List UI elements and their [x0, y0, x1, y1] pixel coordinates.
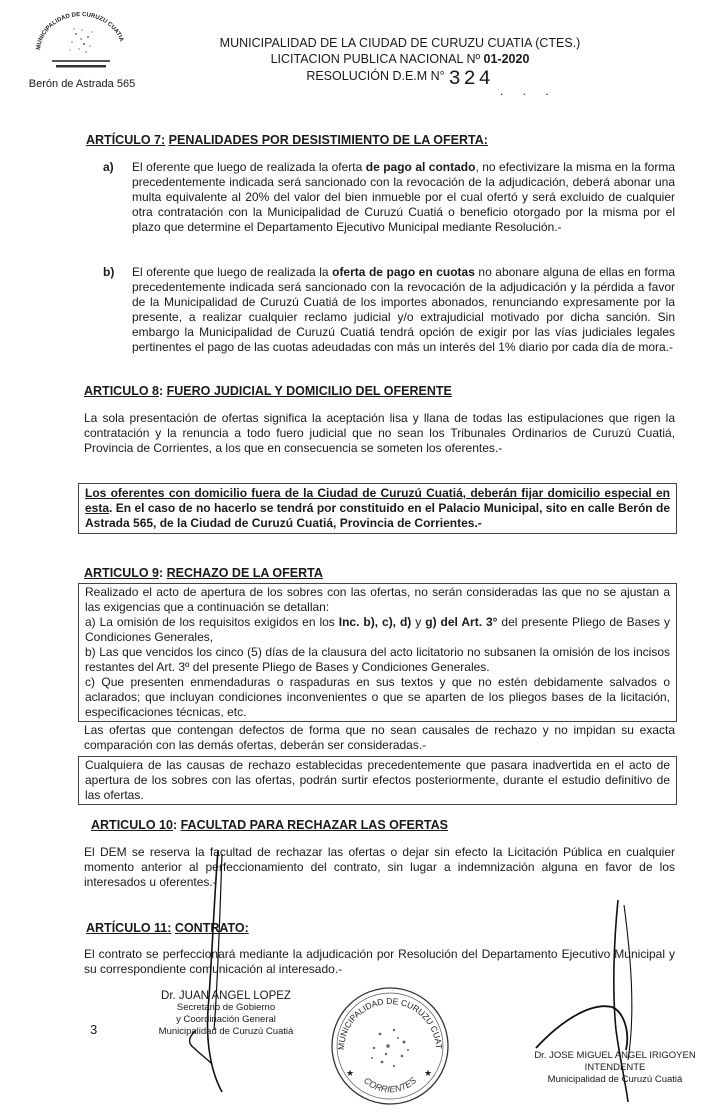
art9-heading-title: RECHAZO DE LA OFERTA [166, 566, 323, 580]
art9-item-c: c) Que presenten enmendaduras o raspaduras en sus textos y que no estén debidamente salvados o aclarados; que incluyan condiciones inconvenientes o que se aparten de los pliegos bases de la licitación, especificaciones técnicas, etc. [85, 675, 670, 719]
art9-heading-label: ARTICULO 9 [84, 566, 159, 580]
art8-heading-label: ARTICULO 8 [84, 384, 159, 398]
text: El oferente que luego de realizada la [132, 265, 333, 279]
art10-paragraph: El DEM se reserva la facultad de rechazar las ofertas o dejar sin efecto la Licitación Pública en cualquier momento anterior al perfeccionamiento del contrato, sin lugar a indemnización alguna en favor de los interesados u oferentes.- [84, 845, 675, 889]
separator: : [172, 818, 181, 832]
address: Berón de Astrada 565 [28, 78, 136, 90]
separator: : [159, 384, 167, 398]
text: El oferente que luego de realizada la oferta [132, 160, 366, 174]
art11-heading-title: CONTRATO: [174, 921, 249, 935]
signatory-right-title: INTENDENTE [584, 1062, 646, 1073]
art8-heading-title: FUERO JUDICIAL Y DOMICILIO DEL OFERENTE [166, 384, 452, 398]
art8-paragraph: La sola presentación de ofertas significa la aceptación lisa y llana de todas las estipulaciones que rigen la contratación y la renuncia a todo fuero judicial que no sean los Tribunales Ordinarios de Curuzú Cuatiá, Provincia de Corrientes, a los que en consecuencia se someten los oferentes.- [84, 411, 675, 455]
header-tender-label: LICITACION PUBLICA NACIONAL Nº [270, 52, 484, 66]
text: a) La omisión de los requisitos exigidos en los [85, 615, 339, 629]
domicile-underlined: Los oferentes con domicilio fuera de la Ciudad de Curuzú Cuatiá, deberán fijar domicilio especial en esta [85, 486, 670, 515]
signatory-right-name: Dr. JOSE MIGUEL ANGEL IRIGOYEN [534, 1050, 696, 1061]
bold-text: oferta de pago en cuotas [332, 265, 475, 279]
art9-item-b: b) Las que vencidos los cinco (5) días de la clausura del acto licitatorio no subsanen la omisión de los incisos restantes del Art. 3º del presente Pliego de Bases y Condiciones Generales. [85, 645, 670, 674]
art7-item-a-label: a) [103, 160, 114, 174]
art7-heading-title: PENALIDADES POR DESISTIMIENTO DE LA OFERTA: [168, 133, 488, 147]
page-number: 3 [90, 1022, 98, 1037]
svg-text:★: ★ [346, 1068, 355, 1078]
text: , no efectivizare la misma en la forma precedentemente indicada será sancionado con la revocación de la adjudicación, deberá abonar una multa equivalente al 20% del valor del bien inmueble por el cual ofertó y será excluido de cualquier otra contratación con la Municipalidad de Curuzú Cuatiá o beneficio otorgado por la misma por el plazo que determine el Departamento Ejecutivo Municipal mediante Resolución.- [132, 160, 676, 234]
art7-heading-label: ARTÍCULO 7: [86, 133, 166, 147]
resolution-label: RESOLUCIÓN D.E.M N° [306, 69, 445, 83]
signatory-right-title: Municipalidad de Curuzú Cuatiá [547, 1074, 683, 1085]
signatory-left-title: Municipalidad de Curuzú Cuatiá [158, 1026, 294, 1037]
svg-text:★: ★ [424, 1068, 433, 1078]
signature-right-stroke [614, 900, 628, 1102]
art11-heading-label: ARTÍCULO 11: [86, 921, 172, 935]
resolution-number: 324 [448, 68, 494, 91]
art10-heading-title: FACULTAD PARA RECHAZAR LAS OFERTAS [180, 818, 448, 832]
bold-text: g) del Art. 3° [425, 615, 498, 629]
header-municipality: MUNICIPALIDAD DE LA CIUDAD DE CURUZU CUATIA (CTES.) [219, 36, 581, 50]
text: y [411, 615, 426, 629]
svg-text:CORRIENTES: CORRIENTES [361, 1075, 419, 1095]
bold-text: de pago al contado [365, 160, 476, 174]
signatory-left-title: Secretario de Gobierno [176, 1002, 276, 1013]
svg-text:MUNICIPALIDAD DE CURUZU CUATIA: MUNICIPALIDAD DE CURUZU CUATIA [36, 11, 125, 51]
art9-intro: Realizado el acto de apertura de los sobres con las ofertas, no serán consideradas las que no se ajustan a las exigencias que a continuación se detallan: [85, 585, 670, 614]
bold-text: Inc. b), c), d) [338, 615, 412, 629]
signature-left-stroke [208, 850, 222, 1092]
text: del presente Pliego de Bases y Condiciones Generales, [85, 615, 670, 644]
art7-item-b-label: b) [103, 265, 115, 279]
signatory-left-title: y Coordinación General [176, 1014, 276, 1025]
separator: : [159, 566, 167, 580]
art10-heading-label: ARTICULO 10 [91, 818, 173, 832]
text: no abonare alguna de ellas en forma precedentemente indicada será sancionado con la revocación de la adjudicación y la pérdida a favor de la Municipalidad de Curuzú Cuatiá de los importes abonados, renunciando expresamente por la presente, a realizar cualquier reclamo judicial y/o extrajudicial motivado por dicha sanción. Sin embargo la Municipalidad de Curuzú Cuatiá tendrá opción de exigir por las vías judiciales legales pertinentes el pago de las cuotas adeudadas con más un interés del 1% diario por cada día de mora.- [132, 265, 675, 354]
art9-defects-paragraph: Las ofertas que contengan defectos de forma que no sean causales de rechazo y no impidan su exacta comparación con las demás ofertas, deberán ser consideradas.- [84, 723, 675, 752]
art11-paragraph: El contrato se perfeccionará mediante la adjudicación por Resolución del Departamento Ejecutivo Municipal y su correspondiente comunicación al interesado.- [84, 947, 675, 976]
handwritten-marks: . . . [500, 84, 557, 98]
signatory-left-name: Dr. JUAN ANGEL LOPEZ [161, 990, 291, 1002]
domicile-rest: . En el caso de no hacerlo se tendrá por constituido en el Palacio Municipal, sito en calle Berón de Astrada 565, de la Ciudad de Curuzú Cuatiá, Provincia de Corrientes.- [85, 501, 670, 530]
header-tender-number: 01-2020 [483, 52, 530, 66]
svg-text:MUNICIPALIDAD DE CURUZU CUATIA: MUNICIPALIDAD DE CURUZU CUAT [335, 995, 445, 1051]
signature-right-stroke [536, 1006, 627, 1050]
art9-later-effects-box: Cualquiera de las causas de rechazo establecidas precedentemente que pasara inadvertida en el acto de apertura de los sobres con las ofertas, podrán surtir efectos posteriormente, durante el estudio definitivo de las ofertas. [78, 756, 677, 805]
